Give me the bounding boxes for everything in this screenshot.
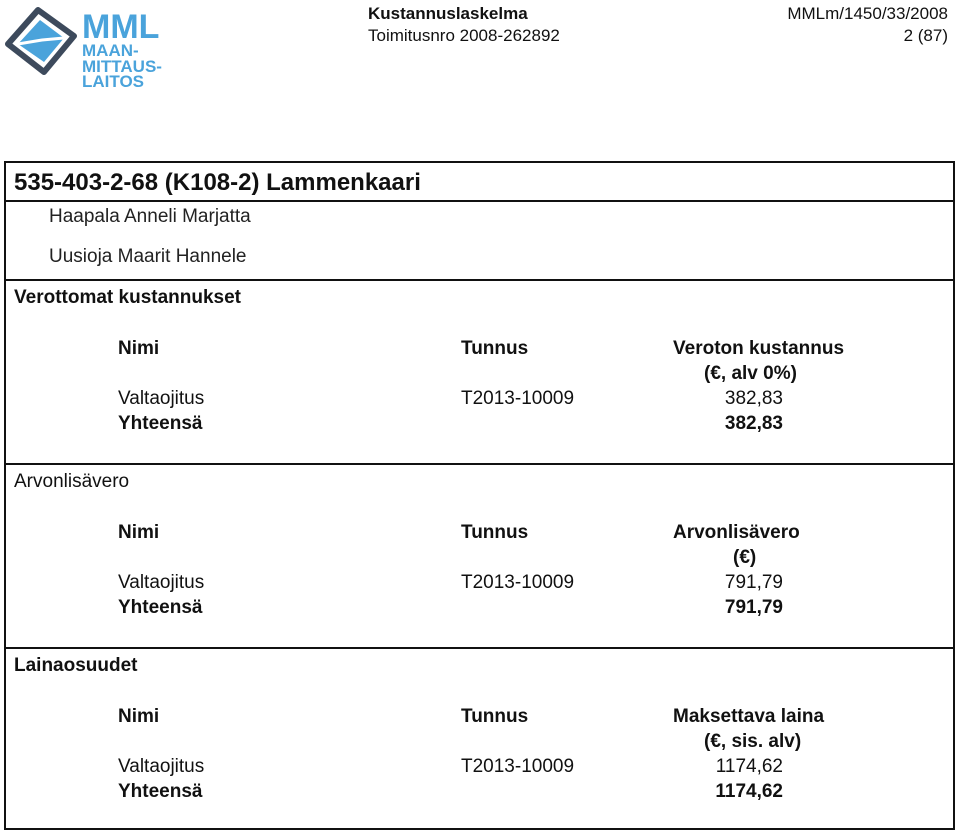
section-title: Arvonlisävero xyxy=(14,471,130,492)
total-value: 1174,62 xyxy=(715,781,783,802)
row-code: T2013-10009 xyxy=(461,388,575,409)
divider xyxy=(6,647,953,649)
row-code: T2013-10009 xyxy=(461,756,575,777)
mml-logo xyxy=(4,4,164,88)
page-number: 2 (87) xyxy=(903,26,948,45)
order-number: Toimitusnro 2008-262892 xyxy=(368,26,560,45)
row-name: Valtaojitus xyxy=(118,388,205,409)
column-header-name: Nimi xyxy=(118,706,160,727)
owner-name: Uusioja Maarit Hannele xyxy=(49,246,247,267)
column-header-code: Tunnus xyxy=(461,706,529,727)
section-title: Verottomat kustannukset xyxy=(14,287,241,308)
reference-number: MMLm/1450/33/2008 xyxy=(787,4,948,23)
column-header-value: Maksettava laina xyxy=(673,706,825,727)
column-header-value: Arvonlisävero xyxy=(673,522,800,543)
column-header-name: Nimi xyxy=(118,522,160,543)
logo-brand: MML xyxy=(82,8,160,46)
divider xyxy=(6,279,953,281)
cost-table-frame xyxy=(4,161,955,830)
logo-line2: MITTAUS- xyxy=(82,57,162,76)
column-header-code: Tunnus xyxy=(461,338,529,359)
total-label: Yhteensä xyxy=(118,597,203,618)
row-code: T2013-10009 xyxy=(461,572,575,593)
envelope-icon xyxy=(8,10,74,72)
row-name: Valtaojitus xyxy=(118,756,205,777)
total-label: Yhteensä xyxy=(118,781,203,802)
total-value: 791,79 xyxy=(724,597,783,618)
total-value: 382,83 xyxy=(724,413,783,434)
document-title: Kustannuslaskelma xyxy=(368,4,528,23)
column-header-unit: (€) xyxy=(733,547,757,568)
row-value: 382,83 xyxy=(724,388,783,409)
column-header-code: Tunnus xyxy=(461,522,529,543)
column-header-value: Veroton kustannus xyxy=(673,338,845,359)
row-name: Valtaojitus xyxy=(118,572,205,593)
property-title: 535-403-2-68 (K108-2) Lammenkaari xyxy=(14,169,421,196)
row-value: 791,79 xyxy=(724,572,783,593)
owner-name: Haapala Anneli Marjatta xyxy=(49,206,251,227)
column-header-unit: (€, alv 0%) xyxy=(704,363,797,384)
logo-line1: MAAN- xyxy=(82,41,139,60)
section-title: Lainaosuudet xyxy=(14,655,138,676)
total-label: Yhteensä xyxy=(118,413,203,434)
column-header-unit: (€, sis. alv) xyxy=(704,731,802,752)
divider xyxy=(6,463,953,465)
divider xyxy=(6,200,953,202)
logo-line3: LAITOS xyxy=(82,72,145,88)
row-value: 1174,62 xyxy=(715,756,783,777)
column-header-name: Nimi xyxy=(118,338,160,359)
